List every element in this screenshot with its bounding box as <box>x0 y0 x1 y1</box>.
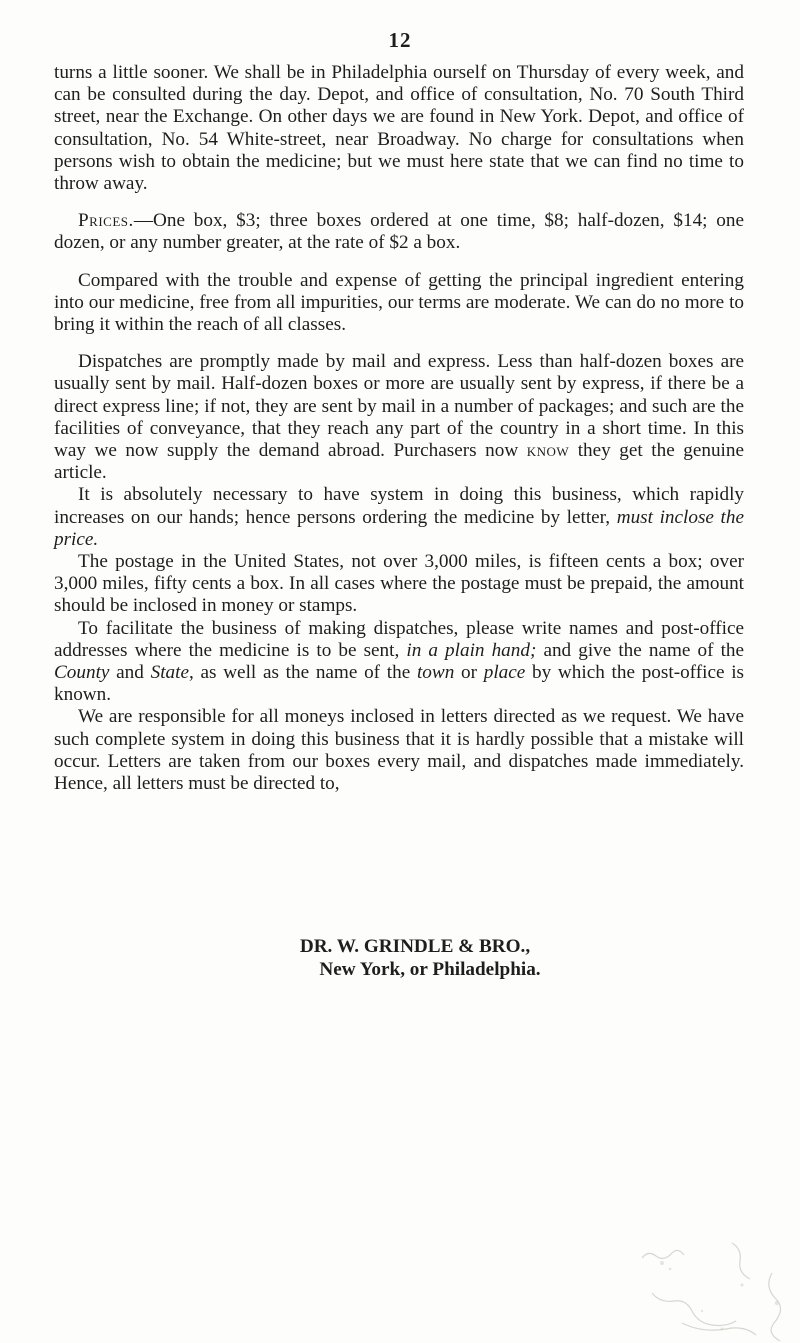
paragraph-dispatches: Dispatches are promptly made by mail and express. Less than half-dozen boxes are usually sent by mail. Half-dozen boxes or more are usually sent by express, if there be a direct express line; if not, they are sent by mail in a number of packages; and such are the facilities of conveyance, that they reach any part of the country in a short time. In this way we now supply the demand abroad. Purchasers now know they get the genuine article. <box>54 351 744 484</box>
signature-place: New York, or Philadelphia. <box>319 959 541 980</box>
paragraph-consultation: turns a little sooner. We shall be in Philadelphia ourself on Thursday of every week, and can be consulted during the day. Depot, and office of consultation, No. 70 South Third street, near the Exchange. On other days we are found in New York. Depot, and office of consultation, No. 54 White-street, near Broadway. No charge for consultations when persons wish to obtain the medicine; but we must here state that we can find no time to throw away. <box>54 62 744 195</box>
paragraph-addresses: To facilitate the business of making dispatches, please write names and post-office addresses where the medicine is to be sent, in a plain hand; and give the name of the County and State, as well as the name of the town or place by which the post-office is known. <box>54 617 745 706</box>
page-number: 12 <box>388 28 412 52</box>
paper-stain <box>622 1233 792 1343</box>
body-text <box>54 62 744 795</box>
paragraph-prices <box>54 210 744 254</box>
paragraph-terms: Compared with the trouble and expense of getting the principal ingredient entering into our medicine, free from all impurities, our terms are moderate. We can do no more to bring it within the reach of all classes. <box>54 269 744 336</box>
prices-heading: Prices. <box>78 210 134 232</box>
emphasis-inclose-price: must inclose the price. <box>54 506 744 550</box>
prices-text: —One box, $3; three boxes ordered at one time, $8; half-dozen, $14; one dozen, or any number greater, at the rate of $2 a box. <box>54 210 744 254</box>
paragraph-system: It is absolutely necessary to have system in doing this business, which rapidly increases on our hands; hence persons ordering the medicine by letter, must inclose the price. <box>54 484 744 550</box>
paragraph-postage: The postage in the United States, not over 3,000 miles, is fifteen cents a box; over 3,000 miles, fifty cents a box. In all cases where the postage must be prepaid, the amount should be inclosed in money or stamps. <box>54 551 744 617</box>
paragraph-responsibility: We are responsible for all moneys inclosed in letters directed as we request. We have such complete system in doing this business that it is hardly possible that a mistake will occur. Letters are taken from our boxes every mail, and dispatches made immediately. Hence, all letters must be directed to, <box>54 706 744 795</box>
signature-name: DR. W. GRINDLE & BRO., <box>299 936 531 957</box>
emphasis-know: know <box>526 440 570 462</box>
